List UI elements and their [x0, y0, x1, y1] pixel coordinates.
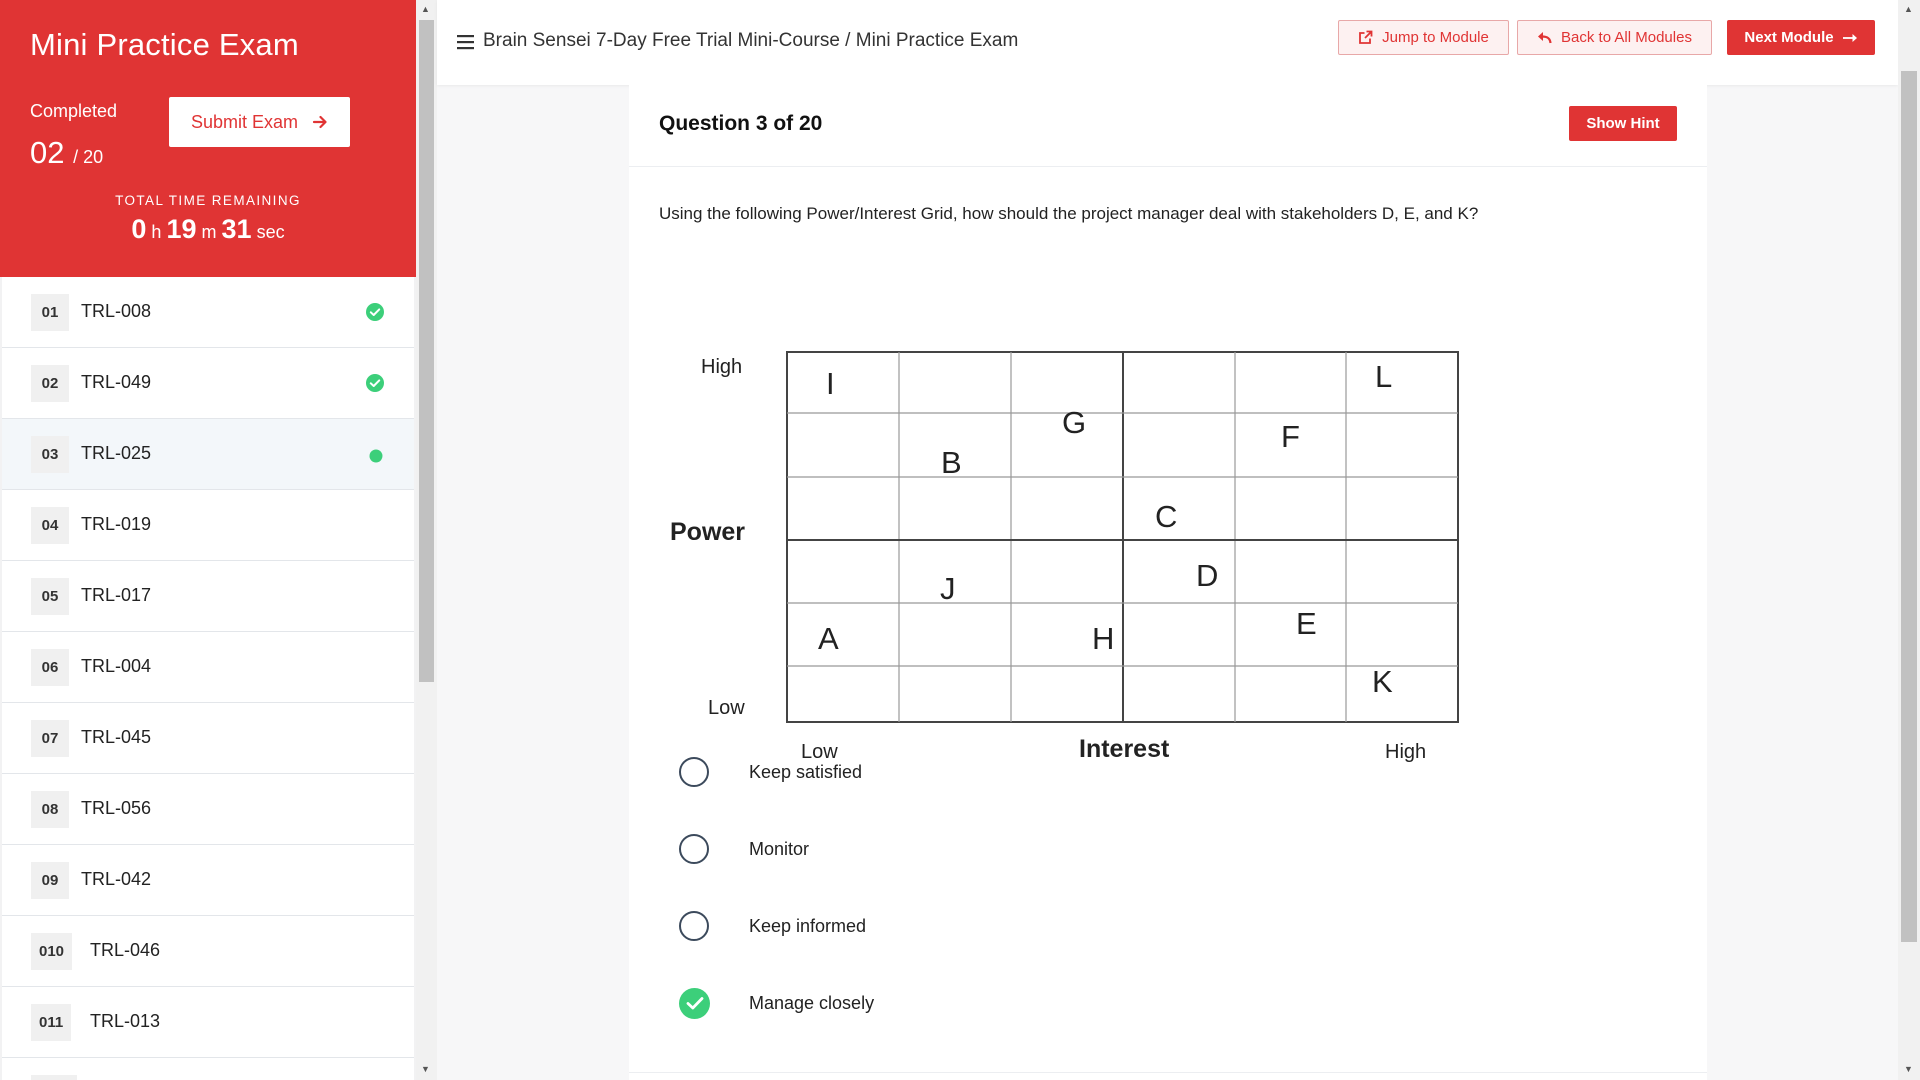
top-bar [437, 0, 1898, 85]
question-code: TRL-017 [81, 585, 152, 605]
answer-option-manage-closely[interactable] [679, 983, 875, 1023]
sidebar-title: Mini Practice Exam [30, 27, 299, 62]
question-code: TRL-013 [90, 1011, 161, 1031]
question-number: 09 [31, 862, 69, 899]
grid-lines [659, 255, 1459, 795]
power-interest-grid-figure [659, 255, 1459, 795]
question-code: TRL-046 [90, 940, 161, 960]
completed-count [30, 135, 103, 171]
stakeholder-g: G [1062, 405, 1087, 440]
page-scrollbar[interactable] [1898, 0, 1920, 1080]
question-code: TRL-025 [81, 443, 152, 463]
interest-low-label: Low [801, 741, 838, 763]
question-code: TRL-019 [81, 514, 152, 534]
reply-arrow-icon [1537, 31, 1552, 44]
next-module-label: Next Module [1744, 29, 1834, 46]
completed-count-total: / 20 [73, 147, 104, 167]
time-remaining-label: TOTAL TIME REMAINING [115, 193, 301, 208]
time-seconds: 31 [221, 214, 252, 244]
question-number: 03 [31, 436, 69, 473]
stakeholder-l: L [1375, 359, 1393, 394]
time-remaining [0, 214, 416, 245]
question-item-010[interactable] [2, 916, 414, 987]
completed-label: Completed [30, 101, 118, 121]
answer-option-label: Keep satisfied [749, 761, 863, 782]
time-hours: 0 [131, 214, 147, 244]
question-list [0, 277, 416, 1080]
power-low-label: Low [708, 697, 745, 719]
question-code: TRL-056 [81, 798, 152, 818]
submit-exam-label: Submit Exam [190, 111, 299, 132]
question-code: TRL-042 [81, 869, 152, 889]
jump-to-module-button[interactable] [1338, 20, 1509, 55]
radio-unselected-icon[interactable] [679, 911, 709, 941]
time-minutes: 19 [166, 214, 197, 244]
time-hours-unit: h [151, 222, 162, 242]
next-module-button[interactable] [1727, 20, 1875, 55]
question-title: Question 3 of 20 [659, 112, 823, 135]
time-seconds-unit: sec [256, 222, 285, 242]
interest-axis-label: Interest [1079, 735, 1170, 763]
time-minutes-unit: m [201, 222, 217, 242]
stakeholder-i: I [826, 366, 835, 401]
question-item-02[interactable] [2, 348, 414, 419]
long-arrow-right-icon [1843, 33, 1858, 43]
answer-option-label: Manage closely [749, 992, 875, 1013]
question-code: TRL-008 [81, 301, 152, 321]
external-link-icon [1358, 30, 1373, 45]
sidebar-scrollbar-thumb[interactable] [419, 20, 434, 682]
sidebar-scrollbar[interactable] [416, 0, 437, 1080]
question-number: 05 [31, 578, 69, 615]
question-number: 08 [31, 791, 69, 828]
check-circle-icon [366, 374, 384, 392]
arrow-right-icon [312, 114, 328, 130]
back-to-all-modules-label: Back to All Modules [1561, 29, 1692, 46]
jump-to-module-label: Jump to Module [1382, 29, 1489, 46]
submit-exam-button[interactable] [169, 97, 350, 147]
question-number: 01 [31, 294, 69, 331]
stakeholder-b: B [941, 445, 962, 480]
question-number: 07 [31, 720, 69, 757]
answer-option-monitor[interactable] [679, 829, 810, 869]
stakeholder-d: D [1196, 558, 1219, 593]
stakeholder-e: E [1296, 606, 1317, 641]
back-to-all-modules-button[interactable] [1517, 20, 1712, 55]
exam-summary-panel [0, 0, 416, 277]
question-card [629, 85, 1707, 1080]
question-item-07[interactable] [2, 703, 414, 774]
stakeholder-f: F [1281, 419, 1300, 454]
question-number: 04 [31, 507, 69, 544]
page-scrollbar-thumb[interactable] [1901, 71, 1917, 942]
question-item-09[interactable] [2, 845, 414, 916]
answer-option-keep-informed[interactable] [679, 906, 867, 946]
stakeholder-c: C [1155, 499, 1178, 534]
power-axis-label: Power [670, 518, 746, 546]
question-number: 02 [31, 365, 69, 402]
scroll-down-arrow-icon[interactable]: ▼ [1904, 1064, 1913, 1074]
stakeholder-a: A [818, 621, 839, 656]
exam-sidebar [0, 0, 416, 1080]
answer-option-label: Keep informed [749, 915, 867, 936]
interest-high-label: High [1385, 741, 1427, 763]
stakeholder-k: K [1372, 664, 1393, 699]
show-hint-button[interactable]: Show Hint [1569, 106, 1677, 141]
check-circle-icon [366, 303, 384, 321]
question-item-05[interactable] [2, 561, 414, 632]
radio-unselected-icon[interactable] [679, 834, 709, 864]
question-item-08[interactable] [2, 774, 414, 845]
checkmark-icon [686, 996, 704, 1010]
scroll-up-arrow-icon[interactable]: ▲ [1904, 4, 1913, 14]
card-divider [629, 1072, 1707, 1073]
question-code: TRL-045 [81, 727, 152, 747]
scroll-up-arrow-icon[interactable]: ▲ [421, 4, 430, 14]
question-code: TRL-004 [81, 656, 152, 676]
question-header [629, 85, 1707, 167]
question-item-01[interactable] [2, 277, 414, 348]
question-item-partial[interactable] [2, 1058, 414, 1080]
current-dot-icon [369, 449, 383, 463]
question-code: TRL-049 [81, 372, 152, 392]
question-number: 011 [31, 1004, 71, 1041]
question-text: Using the following Power/Interest Grid, how should the project manager deal with stakeholders D, E, and K? [659, 204, 1479, 223]
answer-option-label: Monitor [749, 838, 810, 859]
question-item-04[interactable] [2, 490, 414, 561]
check-circle-icon[interactable] [679, 988, 710, 1019]
question-number: 010 [31, 933, 72, 970]
stakeholder-h: H [1092, 621, 1115, 656]
scroll-down-arrow-icon[interactable]: ▼ [421, 1064, 430, 1074]
question-item-03[interactable] [2, 419, 414, 490]
stakeholder-j: J [940, 571, 956, 606]
question-number [31, 1075, 77, 1080]
radio-unselected-icon[interactable] [679, 757, 709, 787]
question-number: 06 [31, 649, 69, 686]
breadcrumb[interactable]: Brain Sensei 7-Day Free Trial Mini-Course / Mini Practice Exam [483, 30, 1019, 51]
completed-count-value: 02 [30, 135, 65, 170]
power-high-label: High [701, 356, 743, 378]
question-item-011[interactable] [2, 987, 414, 1058]
hamburger-menu-icon[interactable] [457, 34, 474, 50]
question-item-06[interactable] [2, 632, 414, 703]
